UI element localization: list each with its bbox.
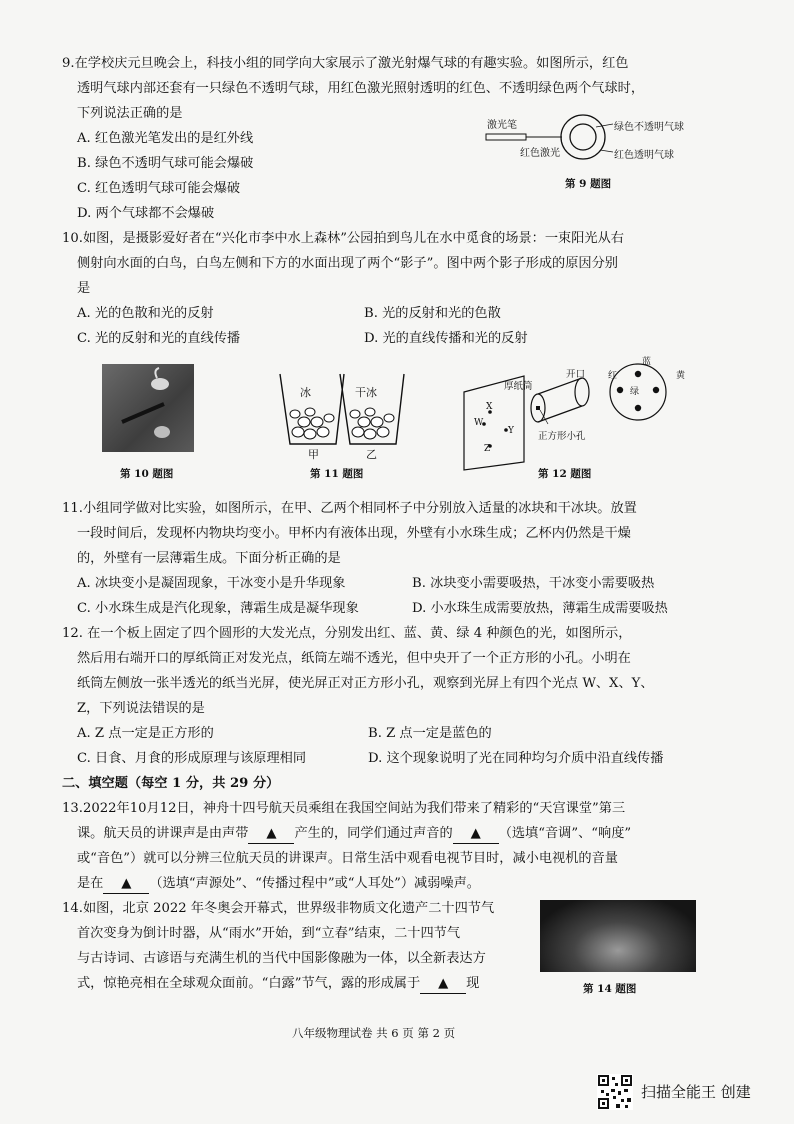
q13-line4: 是在 ▲ （选填“声源处”、“传播过程中”或“人耳处”）减弱噪声。 [77,875,480,894]
green-balloon-outline [570,124,596,150]
q9-stem-line2: 透明气球内部还套有一只绿色不透明气球，用红色激光照射透明的红色、不透明绿色两个气球时， [77,81,645,96]
q12-blue-label: 蓝 [642,357,652,367]
q9-stem-line3: 下列说法正确的是 [77,106,183,121]
q12-stem-line1: 12. 在一个板上固定了四个圆形的大发光点，分别发出红、蓝、黄、绿 4 种颜色的光，如图所示， [62,626,632,641]
square-hole-shape [536,406,540,410]
q12-point-y: Y [508,426,514,436]
q13-blank-1[interactable]: ▲ [248,825,294,844]
q11-stem-line2: 一段时间后，发现杯内物块均变小。甲杯内有液体出现，外壁有小水珠生成；乙杯内仍然是干燥 [77,526,631,541]
q13-line1: 13.2022年10月12日，神舟十四号航天员乘组在我国空间站为我们带来了精彩的“天宫课堂”第三 [62,801,626,816]
q12-tube-label: 厚纸筒 [504,381,533,392]
q12-yellow-label: 黄 [676,371,686,381]
green-light-dot [635,405,641,411]
q13-line3: 或“音色”）就可以分辨三位航天员的讲课声。日常生活中观看电视节目时，减小电视机的音量 [77,851,618,866]
q9-option-a: A. 红色激光笔发出的是红外线 [77,131,254,146]
q12-green-label: 绿 [630,387,640,397]
q10-stem-line2: 侧射向水面的白鸟，白鸟左侧和下方的水面出现了两个“影子”。图中两个影子形成的原因分别 [77,256,618,271]
q14-figure-caption: 第 14 题图 [583,983,637,995]
q12-point-w: W [474,418,484,428]
q10-stem-line3: 是 [77,281,91,296]
q11-option-a: A. 冰块变小是凝固现象，干冰变小是升华现象 [77,576,346,591]
q14-blank-1[interactable]: ▲ [420,975,466,994]
q9-laser-label: 红色激光 [520,148,560,159]
q10-bird-photo [102,364,194,452]
q11-cups-figure [278,372,408,454]
q12-figure-caption: 第 12 题图 [538,468,592,480]
q11-cup-yi-label: 乙 [366,448,377,461]
q12-red-label: 红 [608,371,618,381]
q14-line1: 14.如图，北京 2022 年冬奥会开幕式，世界级非物质文化遗产二十四节气 [62,901,495,916]
q12-stem-line2: 然后用右端开口的厚纸筒正对发光点，纸筒左端不透光，但中央开了一个正方形的小孔。小明在 [77,651,631,666]
q11-option-b: B. 冰块变小需要吸热，干冰变小需要吸热 [412,576,655,591]
q12-point-z: Z [484,444,491,454]
bird-shadow-shape [122,404,164,422]
q12-option-b: B. Z 点一定是蓝色的 [368,726,492,741]
q9-option-b: B. 绿色不透明气球可能会爆破 [77,156,254,171]
q11-stem-line1: 11.小组同学做对比实验，如图所示，在甲、乙两个相同杯子中分别放入适量的冰块和干冰块。放置 [62,501,637,516]
q11-dryice-label: 干冰 [355,386,377,399]
q9-pen-label: 激光笔 [487,120,517,131]
blue-light-dot [635,371,641,377]
q10-stem-line1: 10.如图，是摄影爱好者在“兴化市李中水上森林”公园拍到鸟儿在水中觅食的场景：一束阳光从右 [62,231,624,246]
q11-figure-caption: 第 11 题图 [310,468,364,480]
q9-option-d: D. 两个气球都不会爆破 [77,206,215,221]
q9-red-balloon-label: 红色透明气球 [614,150,674,161]
q14-ceremony-photo [540,900,696,972]
q12-hole-label: 正方形小孔 [538,431,586,442]
q11-ice-label: 冰 [300,386,311,399]
red-balloon-outline [561,115,605,159]
q12-stem-line4: Z，下列说法错误的是 [77,701,205,716]
page-footer: 八年级物理试卷 共 6 页 第 2 页 [292,1026,456,1040]
q12-stem-line3: 纸筒左侧放一张半透光的纸当光屏，使光屏正对正方形小孔，观察到光屏上有四个光点 W、X、Y、 [77,676,654,691]
q10-figure-caption: 第 10 题图 [120,468,174,480]
white-bird-shape [151,378,169,390]
q9-stem-line1: 9.在学校庆元旦晚会上，科技小组的同学向大家展示了激光射爆气球的有趣实验。如图所示，红色 [62,56,629,71]
q10-option-a: A. 光的色散和光的反射 [77,306,214,321]
q9-figure-caption: 第 9 题图 [565,178,612,190]
q12-option-c: C. 日食、月食的形成原理与该原理相同 [77,751,307,766]
q12-option-a: A. Z 点一定是正方形的 [77,726,214,741]
q11-option-c: C. 小水珠生成是汽化现象，薄霜生成是凝华现象 [77,601,359,616]
q12-opening-label: 开口 [566,369,586,380]
q14-line4: 式，惊艳亮相在全球观众面前。“白露”节气，露的形成属于 ▲ 现 [77,975,479,994]
qr-code-icon [597,1074,633,1110]
bird-reflection-shape [154,426,170,438]
q10-option-b: B. 光的反射和光的色散 [364,306,501,321]
q9-green-balloon-label: 绿色不透明气球 [614,122,684,133]
red-light-dot [617,387,623,393]
q9-option-c: C. 红色透明气球可能会爆破 [77,181,241,196]
laser-pen-shape [486,134,526,140]
q13-line2: 课。航天员的讲课声是由声带 ▲ 产生的，同学们通过声音的 ▲ （选填“音调”、“响度” [77,825,631,844]
scanner-watermark: 扫描全能王 创建 [641,1083,751,1101]
section2-heading: 二、填空题（每空 1 分，共 29 分） [62,776,280,791]
q14-line3: 与古诗词、古谚语与充满生机的当代中国影像融为一体，以全新表达方 [77,951,486,966]
q11-stem-line3: 的，外壁有一层薄霜生成。下面分析正确的是 [77,551,341,566]
q12-option-d: D. 这个现象说明了光在同种均匀介质中沿直线传播 [368,751,664,766]
yellow-light-dot [653,387,659,393]
q10-option-d: D. 光的直线传播和光的反射 [364,331,528,346]
q13-blank-3[interactable]: ▲ [103,875,149,894]
q14-line2: 首次变身为倒计时器，从“雨水”开始，到“立春”结束，二十四节气 [77,926,461,941]
q10-option-c: C. 光的反射和光的直线传播 [77,331,241,346]
q11-option-d: D. 小水珠生成需要放热，薄霜生成需要吸热 [412,601,668,616]
q13-blank-2[interactable]: ▲ [453,825,499,844]
paper-tube-shape [531,378,589,422]
q11-cup-jia-label: 甲 [308,448,319,461]
q12-point-x: X [486,402,493,412]
